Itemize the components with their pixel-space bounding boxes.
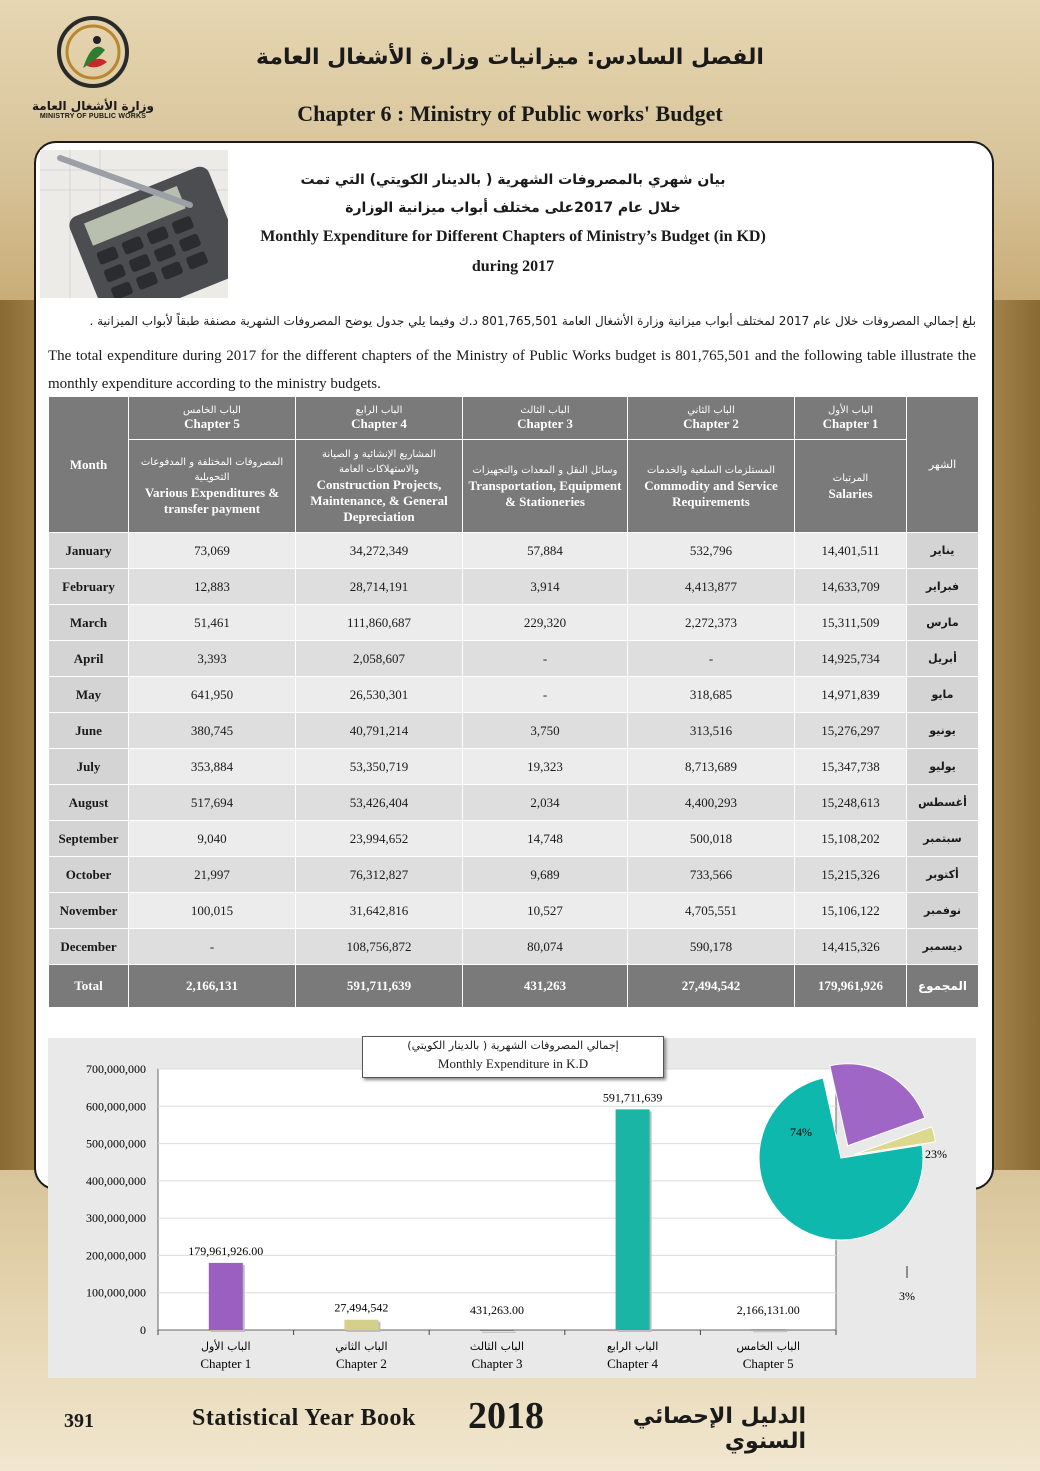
cell: 733,566 (628, 857, 795, 893)
bar-shadow (753, 1331, 787, 1332)
chapter-4-subheader: المشاريع الإنشائية و الصيانة والاستهلاكات العامة Construction Projects, Maintenance, & General Depreciation (296, 440, 463, 533)
footer-title-english: Statistical Year Book (192, 1405, 416, 1431)
table-row (49, 857, 979, 893)
chapter-5-subheader: المصروفات المختلفة و المدفوعات التحويلية Various Expenditures & transfer payment (129, 440, 296, 533)
cell: 15,106,122 (795, 893, 907, 929)
intro-paragraph-arabic: بلغ إجمالي المصروفات خلال عام 2017 لمختلف أبواب ميزانية وزارة الأشغال العامة 801,765,501 د.ك وفيما يلي جدول يوضح المصروفات الشهرية مصنفة طبقاً لأبواب الميزانية . (89, 314, 976, 328)
cell: 31,642,816 (296, 893, 463, 929)
table-row (49, 533, 979, 569)
logo-arabic-text: وزارة الأشغال العامة (32, 99, 154, 113)
month-ar: يونيو (907, 713, 979, 749)
total-cell: 2,166,131 (129, 965, 296, 1008)
month-ar: أبريل (907, 641, 979, 677)
chapter-2-header: الباب الثاني Chapter 2 (628, 397, 795, 440)
cell: 590,178 (628, 929, 795, 965)
pie-label: 74% (790, 1125, 812, 1139)
chapter-4-header: الباب الرابع Chapter 4 (296, 397, 463, 440)
expenditure-chart (48, 1038, 976, 1378)
month-en: July (49, 749, 129, 785)
cell: 353,884 (129, 749, 296, 785)
total-row (49, 965, 979, 1008)
cell: 53,426,404 (296, 785, 463, 821)
calculator-image (40, 150, 228, 298)
cell: 10,527 (463, 893, 628, 929)
cell: 21,997 (129, 857, 296, 893)
cell: 14,971,839 (795, 677, 907, 713)
cell: 34,272,349 (296, 533, 463, 569)
cell: 4,413,877 (628, 569, 795, 605)
y-tick-label: 200,000,000 (86, 1248, 146, 1263)
month-ar: مارس (907, 605, 979, 641)
cell: 14,925,734 (795, 641, 907, 677)
cell: 532,796 (628, 533, 795, 569)
month-header-en: Month (49, 397, 129, 533)
table-row (49, 785, 979, 821)
chapter-1-header: الباب الأول Chapter 1 (795, 397, 907, 440)
x-tick-label: Chapter 4 (607, 1356, 659, 1371)
total-cell: 591,711,639 (296, 965, 463, 1008)
x-tick-label-ar: الباب الثالث (469, 1340, 525, 1353)
table-caption (228, 166, 798, 282)
chapter-3-header: الباب الثالث Chapter 3 (463, 397, 628, 440)
chart-title-english: Monthly Expenditure in K.D (437, 1056, 589, 1071)
bar-5 (751, 1329, 785, 1330)
bar-1 (209, 1263, 243, 1330)
page-number: 391 (64, 1410, 94, 1432)
total-label-en: Total (49, 965, 129, 1008)
x-tick-label-ar: الباب الأول (201, 1340, 251, 1353)
cell: 313,516 (628, 713, 795, 749)
intro-paragraph-english: The total expenditure during 2017 for the different chapters of the Ministry of Public Works budget is 801,765,501 and the following table illustrate the monthly expenditure according to the ministry budgets. (48, 348, 976, 392)
chart-title-box (362, 1036, 664, 1078)
bar-2 (344, 1320, 378, 1330)
month-en: September (49, 821, 129, 857)
y-tick-label: 600,000,000 (86, 1099, 146, 1114)
cell: 19,323 (463, 749, 628, 785)
table-row (49, 677, 979, 713)
month-en: May (49, 677, 129, 713)
cell: 15,276,297 (795, 713, 907, 749)
cell: 100,015 (129, 893, 296, 929)
cell: 9,689 (463, 857, 628, 893)
chapter-title-english: Chapter 6 : Ministry of Public works' Budget (297, 101, 723, 126)
cell: 3,750 (463, 713, 628, 749)
bar-data-label: 591,711,639 (602, 1090, 663, 1105)
total-cell: 179,961,926 (795, 965, 907, 1008)
footer-title-arabic: الدليل الإحصائي السنوي (632, 1404, 806, 1454)
month-en: February (49, 569, 129, 605)
cell: 15,311,509 (795, 605, 907, 641)
month-ar: أكتوبر (907, 857, 979, 893)
y-tick-label: 400,000,000 (86, 1173, 146, 1188)
cell: 15,347,738 (795, 749, 907, 785)
bar-4 (616, 1109, 650, 1330)
month-en: December (49, 929, 129, 965)
total-cell: 431,263 (463, 965, 628, 1008)
table-row (49, 929, 979, 965)
cell: 57,884 (463, 533, 628, 569)
caption-arabic-line-2: خلال عام 2017على مختلف أبواب ميزانية الوزارة (345, 200, 681, 216)
cell: - (463, 641, 628, 677)
cell: 111,860,687 (296, 605, 463, 641)
plot-area (158, 1069, 836, 1330)
cell: 28,714,191 (296, 569, 463, 605)
cell: 40,791,214 (296, 713, 463, 749)
month-ar: يناير (907, 533, 979, 569)
cell: 3,393 (129, 641, 296, 677)
table-row (49, 821, 979, 857)
table-row (49, 605, 979, 641)
chapter-3-subheader: وسائل النقل و المعدات والتجهيزات Transportation, Equipment & Stationeries (463, 440, 628, 533)
cell: 3,914 (463, 569, 628, 605)
y-tick-label: 700,000,000 (86, 1062, 146, 1076)
cell: 517,694 (129, 785, 296, 821)
cell: 15,108,202 (795, 821, 907, 857)
y-tick-label: 100,000,000 (86, 1285, 146, 1300)
cell: 26,530,301 (296, 677, 463, 713)
cell: 2,272,373 (628, 605, 795, 641)
chart-title-arabic: إجمالي المصروفات الشهرية ( بالدينار الكويتي) (407, 1039, 619, 1052)
cell: 14,748 (463, 821, 628, 857)
ministry-logo (28, 10, 158, 130)
x-tick-label-ar: الباب الثاني (335, 1340, 388, 1353)
cell: 14,401,511 (795, 533, 907, 569)
cell: 76,312,827 (296, 857, 463, 893)
caption-arabic-line-1: بيان شهري بالمصروفات الشهرية ( بالدينار الكويتي) التي تمت (300, 172, 726, 188)
month-header-ar: الشهر (907, 397, 979, 533)
month-en: October (49, 857, 129, 893)
month-en: June (49, 713, 129, 749)
chapter-1-subheader: المرتبات Salaries (795, 440, 907, 533)
month-en: November (49, 893, 129, 929)
cell: 73,069 (129, 533, 296, 569)
bar-data-label: 431,263.00 (470, 1303, 524, 1317)
cell: 12,883 (129, 569, 296, 605)
month-en: January (49, 533, 129, 569)
month-en: March (49, 605, 129, 641)
month-en: August (49, 785, 129, 821)
x-tick-label-ar: الباب الخامس (736, 1340, 801, 1353)
chapter-2-subheader: المستلزمات السلعية والخدمات Commodity and Service Requirements (628, 440, 795, 533)
y-tick-label: 500,000,000 (86, 1136, 146, 1151)
cell: - (463, 677, 628, 713)
chapter-title-arabic: الفصل السادس: ميزانيات وزارة الأشغال العامة (256, 45, 764, 70)
total-label-ar: المجموع (907, 965, 979, 1008)
cell: 15,215,326 (795, 857, 907, 893)
bar-data-label: 2,166,131.00 (736, 1303, 800, 1317)
bar-data-label: 27,494,542 (334, 1300, 389, 1315)
footer-year: 2018 (468, 1395, 544, 1437)
month-ar: نوفمبر (907, 893, 979, 929)
table-row (49, 641, 979, 677)
cell: 15,248,613 (795, 785, 907, 821)
caption-english-line-1: Monthly Expenditure for Different Chapters of Ministry’s Budget (in KD) (260, 228, 766, 245)
cell: - (628, 641, 795, 677)
caption-english-line-2: during 2017 (471, 258, 555, 275)
pie-label: 3% (899, 1289, 915, 1303)
x-tick-label-ar: الباب الرابع (606, 1340, 659, 1353)
cell: 4,400,293 (628, 785, 795, 821)
expenditure-table (48, 396, 979, 1008)
logo-english-text: MINISTRY OF PUBLIC WORKS (39, 113, 147, 120)
y-tick-label: 0 (140, 1323, 146, 1337)
month-ar: أغسطس (907, 785, 979, 821)
cell: 53,350,719 (296, 749, 463, 785)
chapter-5-header: الباب الخامس Chapter 5 (129, 397, 296, 440)
cell: 318,685 (628, 677, 795, 713)
cell: 380,745 (129, 713, 296, 749)
x-tick-label: Chapter 5 (742, 1356, 794, 1371)
month-en: April (49, 641, 129, 677)
cell: 2,034 (463, 785, 628, 821)
cell: 14,415,326 (795, 929, 907, 965)
cell: 500,018 (628, 821, 795, 857)
cell: 9,040 (129, 821, 296, 857)
y-tick-label: 300,000,000 (86, 1211, 146, 1226)
cell: 4,705,551 (628, 893, 795, 929)
total-cell: 27,494,542 (628, 965, 795, 1008)
cell: 108,756,872 (296, 929, 463, 965)
cell: 2,058,607 (296, 641, 463, 677)
pie-slice-2 (830, 1064, 925, 1146)
ministry-emblem-icon (53, 10, 133, 92)
bar-data-label: 179,961,926.00 (188, 1243, 264, 1258)
x-tick-label: Chapter 2 (335, 1356, 387, 1371)
x-tick-label: Chapter 3 (471, 1356, 523, 1371)
table-row (49, 749, 979, 785)
cell: 229,320 (463, 605, 628, 641)
month-ar: مايو (907, 677, 979, 713)
cell: - (129, 929, 296, 965)
month-ar: فبراير (907, 569, 979, 605)
month-ar: يوليو (907, 749, 979, 785)
bar-3 (480, 1330, 514, 1331)
cell: 80,074 (463, 929, 628, 965)
month-ar: ديسمبر (907, 929, 979, 965)
cell: 641,950 (129, 677, 296, 713)
cell: 14,633,709 (795, 569, 907, 605)
x-tick-label: Chapter 1 (200, 1356, 252, 1371)
table-row (49, 893, 979, 929)
pie-label: 23% (925, 1147, 947, 1161)
table-row (49, 713, 979, 749)
cell: 8,713,689 (628, 749, 795, 785)
bar-shadow (482, 1332, 516, 1333)
table-row (49, 569, 979, 605)
cell: 51,461 (129, 605, 296, 641)
month-ar: سبتمبر (907, 821, 979, 857)
cell: 23,994,652 (296, 821, 463, 857)
